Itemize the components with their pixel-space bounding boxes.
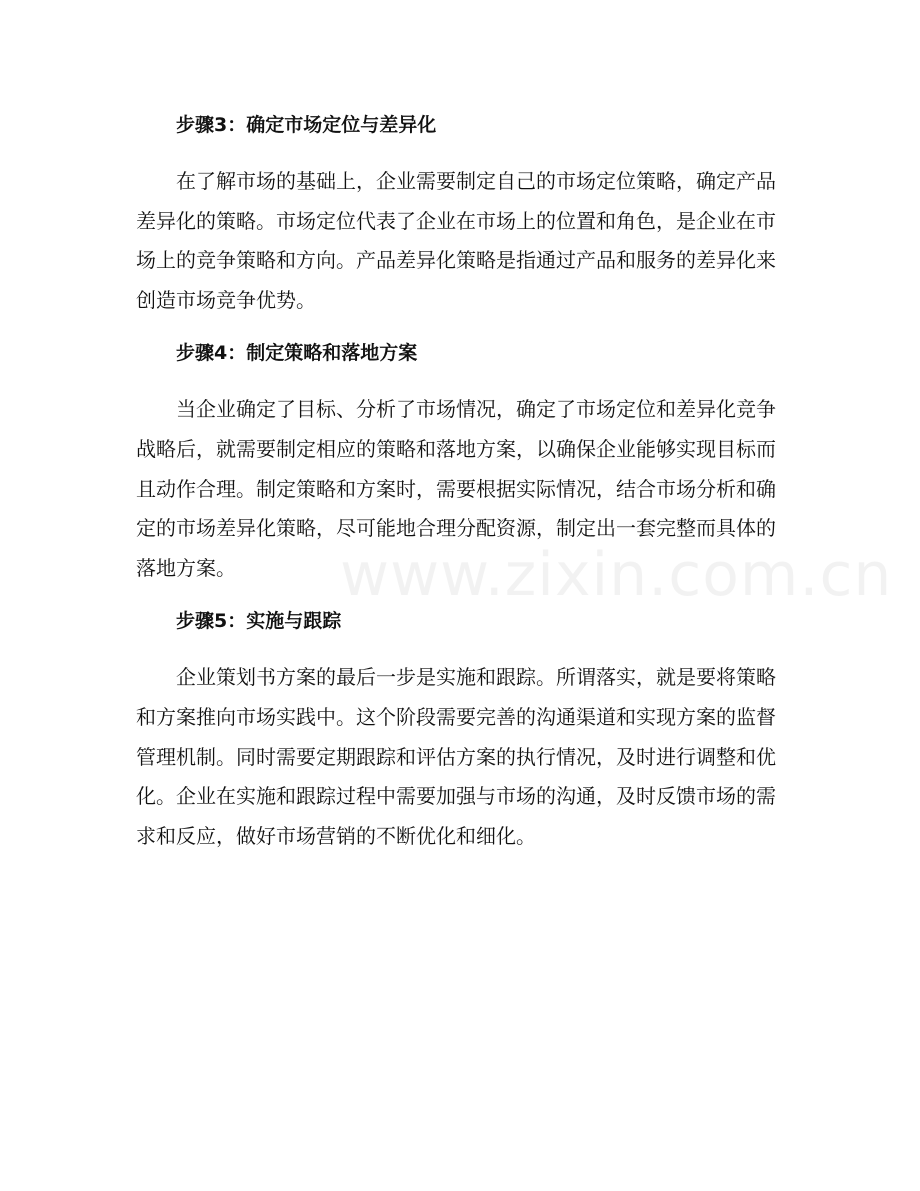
section-step-4 [136, 338, 776, 588]
section-heading: 步骤4：制定策略和落地方案 [176, 342, 418, 365]
section-heading: 步骤3：确定市场定位与差异化 [176, 114, 437, 136]
section-paragraph: 当企业确定了目标、分析了市场情况，确定了市场定位和差异化竞争战略后，就需要制定相应的策略和落地方案，以确保企业能够实现目标而且动作合理。制定策略和方案时，需要根据实际情况，结合市场分析和确定的市场差异化策略，尽可能地合理分配资源，制定出一套完整而具体的落地方案。 [136, 397, 776, 580]
section-paragraph: 在了解市场的基础上，企业需要制定自己的市场定位策略，确定产品差异化的策略。市场定位代表了企业在市场上的位置和角色，是企业在市场上的竞争策略和方向。产品差异化策略是指通过产品和服务的差异化来创造市场竞争优势。 [136, 169, 776, 312]
watermark: www.zixin.com.cn [340, 540, 893, 610]
section-heading: 步骤5：实施与跟踪 [176, 610, 342, 633]
section-step-3 [136, 110, 776, 320]
document-body [136, 110, 776, 874]
section-paragraph: 企业策划书方案的最后一步是实施和跟踪。所谓落实，就是要将策略和方案推向市场实践中。这个阶段需要完善的沟通渠道和实现方案的监督管理机制。同时需要定期跟踪和评估方案的执行情况，及时进行调整和优化。企业在实施和跟踪过程中需要加强与市场的沟通，及时反馈市场的需求和反应，做好市场营销的不断优化和细化。 [136, 665, 776, 848]
section-step-5 [136, 606, 776, 856]
